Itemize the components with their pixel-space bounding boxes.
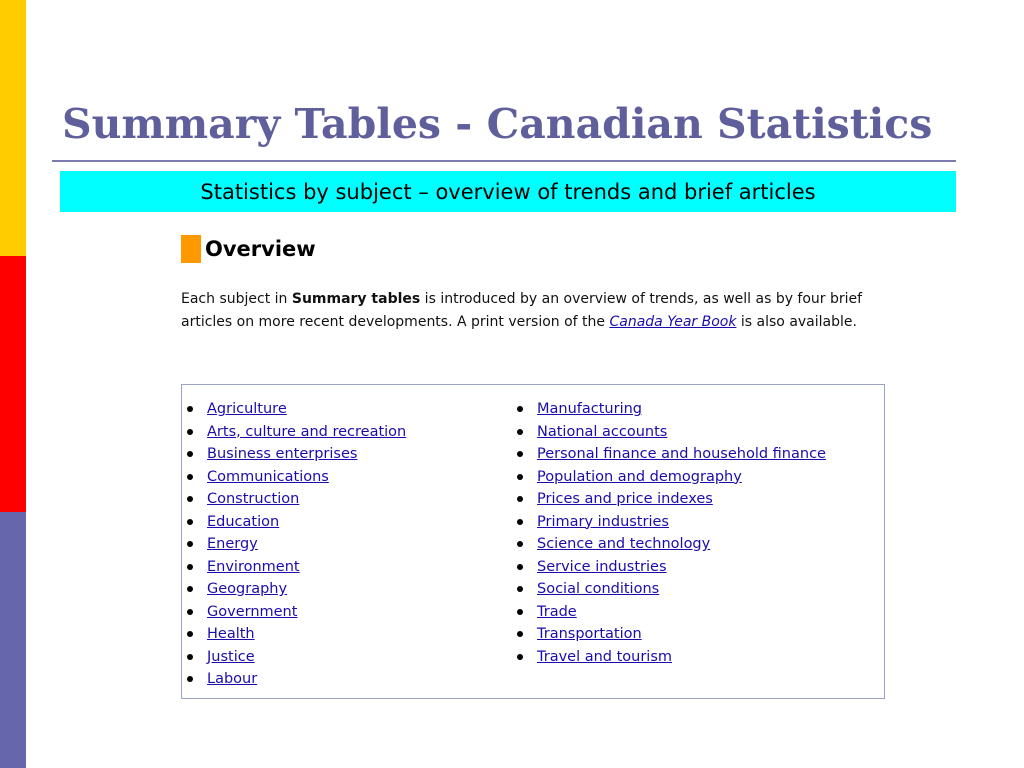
subject-list-item	[512, 488, 826, 511]
title-divider	[52, 160, 956, 162]
subject-link-labour[interactable]: Labour	[207, 671, 258, 687]
bullet-icon	[187, 564, 193, 570]
subject-list-item	[512, 556, 826, 579]
subject-link-environment[interactable]: Environment	[207, 558, 300, 575]
subject-link-energy[interactable]: Energy	[207, 536, 258, 552]
subject-list-item	[512, 421, 826, 444]
subject-link-justice[interactable]: Justice	[207, 648, 255, 665]
subtitle-text: Statistics by subject – overview of trends and brief articles	[200, 179, 816, 204]
subject-list-item	[182, 511, 406, 534]
bullet-icon	[187, 496, 193, 502]
subject-list-item	[512, 601, 826, 624]
bullet-icon	[517, 474, 523, 480]
bullet-icon	[187, 541, 193, 547]
side-accent-bar	[0, 0, 26, 768]
bullet-icon	[517, 429, 523, 435]
subject-link-geography[interactable]: Geography	[207, 581, 288, 597]
subject-list-item	[182, 668, 406, 691]
subject-list-item	[512, 443, 826, 466]
bullet-icon	[517, 496, 523, 502]
overview-heading: Overview	[205, 237, 316, 261]
subject-link-travel-and-tourism[interactable]: Travel and tourism	[537, 648, 673, 665]
subject-link-government[interactable]: Government	[207, 603, 298, 620]
bullet-icon	[517, 541, 523, 547]
subject-link-business-enterprises[interactable]: Business enterprises	[207, 446, 358, 462]
bullet-icon	[187, 451, 193, 457]
subject-list-item	[512, 398, 826, 421]
subject-link-manufacturing[interactable]: Manufacturing	[537, 401, 642, 417]
bullet-icon	[187, 474, 193, 480]
subject-list-item	[512, 533, 826, 556]
bullet-icon	[187, 676, 193, 682]
subject-list-item	[512, 646, 826, 669]
side-bar-red-segment	[0, 256, 26, 512]
subject-link-arts-culture-and-recreation[interactable]: Arts, culture and recreation	[207, 423, 407, 440]
subject-list-item	[512, 623, 826, 646]
bullet-icon	[187, 519, 193, 525]
bullet-icon	[187, 609, 193, 615]
intro-text-2: is introduced by an overview of trends, as well as by four brief articles on more recent developments. A print version of the	[181, 291, 863, 330]
subject-link-trade[interactable]: Trade	[537, 603, 577, 620]
bullet-icon	[517, 586, 523, 592]
bullet-icon	[517, 406, 523, 412]
subject-list-item	[182, 421, 406, 444]
subject-list-item	[182, 646, 406, 669]
bullet-icon	[517, 451, 523, 457]
bullet-icon	[517, 519, 523, 525]
subject-link-health[interactable]: Health	[207, 626, 255, 642]
side-bar-yellow-segment	[0, 0, 26, 256]
subject-list-item	[182, 601, 406, 624]
subject-list-item	[182, 488, 406, 511]
subject-list-item	[182, 533, 406, 556]
subject-list-item	[512, 511, 826, 534]
subject-list-item	[182, 398, 406, 421]
bullet-icon	[187, 429, 193, 435]
subtitle-band	[60, 171, 956, 212]
subject-list-left	[182, 398, 406, 691]
subject-link-prices-and-price-indexes[interactable]: Prices and price indexes	[537, 491, 713, 507]
subject-link-transportation[interactable]: Transportation	[537, 626, 642, 642]
overview-marker-icon	[181, 235, 201, 263]
slide-title: Summary Tables - Canadian Statistics	[62, 100, 933, 148]
subject-link-agriculture[interactable]: Agriculture	[207, 401, 287, 417]
bullet-icon	[187, 586, 193, 592]
subject-link-service-industries[interactable]: Service industries	[537, 558, 667, 575]
intro-text-3: is also available.	[736, 313, 857, 330]
overview-intro	[181, 288, 901, 333]
subject-list-item	[182, 443, 406, 466]
subject-list-item	[512, 578, 826, 601]
subject-list-item	[512, 466, 826, 489]
subject-link-population-and-demography[interactable]: Population and demography	[537, 468, 742, 485]
bullet-icon	[187, 631, 193, 637]
subject-list-item	[182, 466, 406, 489]
bullet-icon	[517, 654, 523, 660]
subject-link-personal-finance-and-household-finance[interactable]: Personal finance and household finance	[537, 446, 826, 462]
subject-link-primary-industries[interactable]: Primary industries	[537, 513, 669, 530]
intro-text-1: Each subject in	[181, 291, 292, 307]
subject-list-item	[182, 578, 406, 601]
subject-list-item	[182, 556, 406, 579]
bullet-icon	[517, 609, 523, 615]
subject-link-education[interactable]: Education	[207, 513, 280, 530]
canada-year-book-link[interactable]: Canada Year Book	[609, 313, 737, 330]
subject-list-right	[512, 398, 826, 668]
subject-list-item	[182, 623, 406, 646]
subject-link-social-conditions[interactable]: Social conditions	[537, 581, 660, 597]
subject-link-national-accounts[interactable]: National accounts	[537, 423, 668, 440]
overview-header	[181, 235, 316, 263]
bullet-icon	[187, 654, 193, 660]
bullet-icon	[517, 631, 523, 637]
bullet-icon	[187, 406, 193, 412]
subject-link-construction[interactable]: Construction	[207, 491, 300, 507]
subject-link-communications[interactable]: Communications	[207, 468, 329, 485]
side-bar-blue-segment	[0, 512, 26, 768]
subject-link-science-and-technology[interactable]: Science and technology	[537, 536, 711, 552]
subject-list-box	[181, 384, 885, 699]
bullet-icon	[517, 564, 523, 570]
intro-bold-text: Summary tables	[291, 291, 421, 307]
